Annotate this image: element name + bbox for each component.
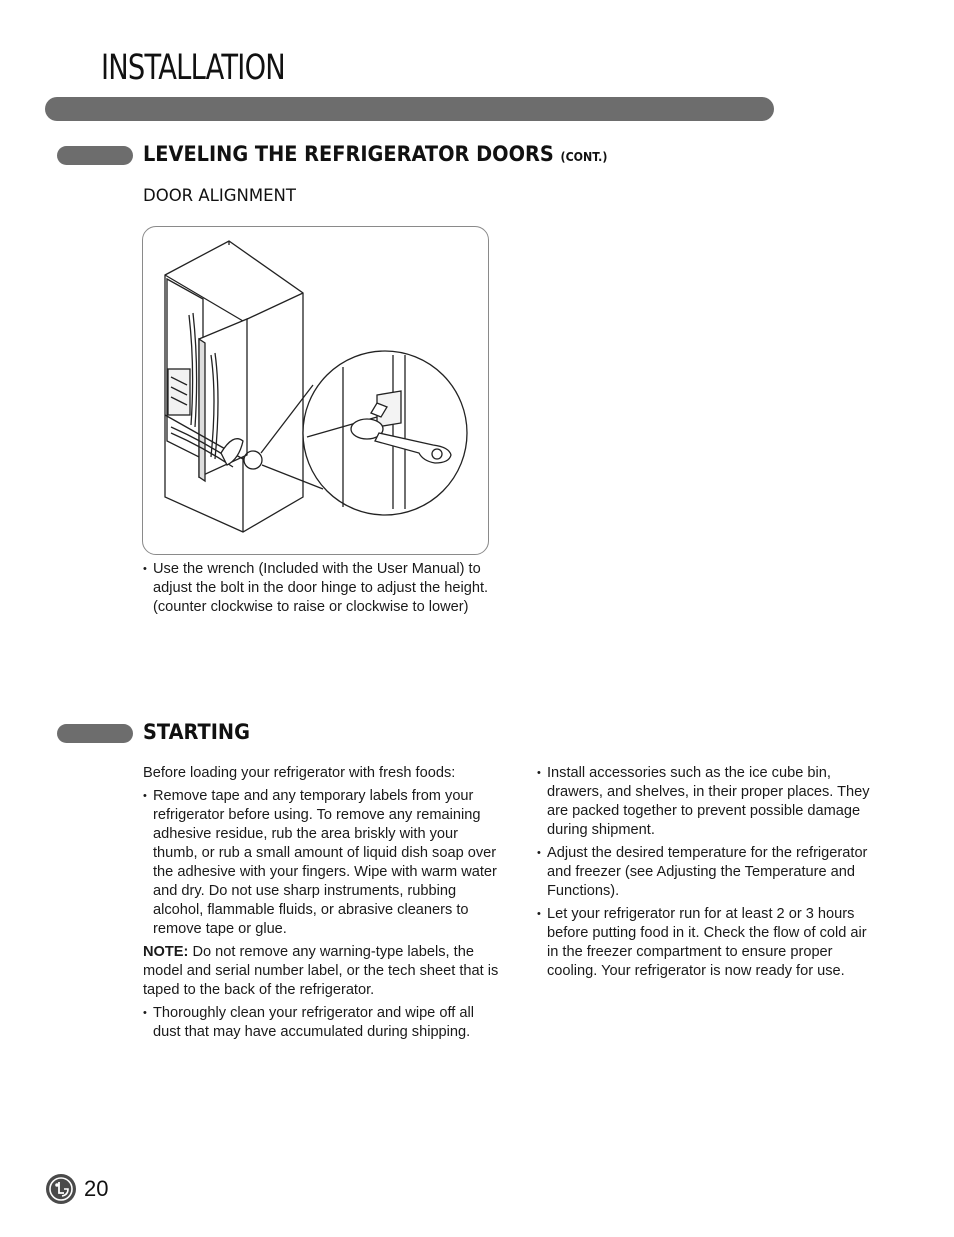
- list-item: • Let your refrigerator run for at least 2 or 3 hours before putting food in it. Check the flow of cold air in the freezer compartment to ensure proper cooling. Your refrigerator is now ready for use.: [537, 905, 882, 981]
- starting-right-column: [537, 764, 882, 985]
- starting-left-column: [143, 764, 499, 1046]
- page-number: 20: [84, 1176, 109, 1201]
- section-marker: [57, 146, 133, 165]
- list-item: • Use the wrench (Included with the User Manual) to adjust the bolt in the door hinge to adjust the height. (counter clockwise to raise or clockwise to lower): [143, 560, 493, 617]
- list-item: • Thoroughly clean your refrigerator and wipe off all dust that may have accumulated during shipping.: [143, 1004, 499, 1042]
- lg-logo-icon: [46, 1174, 76, 1204]
- note-paragraph: [143, 943, 499, 1000]
- page-title: INSTALLATION: [101, 48, 285, 88]
- door-alignment-illustration: [142, 226, 489, 555]
- refrigerator-wrench-diagram: [143, 227, 488, 554]
- list-item: • Install accessories such as the ice cube bin, drawers, and shelves, in their proper places. They are packed together to prevent possible damage during shipment.: [537, 764, 882, 840]
- list-item: • Remove tape and any temporary labels from your refrigerator before using. To remove any remaining adhesive residue, rub the area briskly with your thumb, or rub a small amount of liquid dish soap over the adhesive with your fingers. Wipe with warm water and dry. Do not use sharp instruments, rubbing alcohol, flammable fluids, or abrasive cleaners to remove tape or glue.: [143, 787, 499, 939]
- note-label: NOTE:: [143, 944, 189, 960]
- note-text: Do not remove any warning-type labels, the model and serial number label, or the tech sheet that is taped to the back of the refrigerator.: [143, 944, 499, 998]
- section-title-starting: STARTING: [143, 720, 250, 744]
- subsection-title: DOOR ALIGNMENT: [143, 186, 296, 205]
- section-title-text: LEVELING THE REFRIGERATOR DOORS: [143, 142, 554, 166]
- starting-intro: Before loading your refrigerator with fresh foods:: [143, 765, 456, 781]
- list-item: • Adjust the desired temperature for the refrigerator and freezer (see Adjusting the Temperature and Functions).: [537, 844, 882, 901]
- section-marker: [57, 724, 133, 743]
- section-title-leveling: [143, 142, 607, 166]
- door-alignment-instructions: [143, 560, 493, 621]
- header-bar: [45, 97, 774, 121]
- section-title-suffix: (CONT.): [560, 150, 608, 164]
